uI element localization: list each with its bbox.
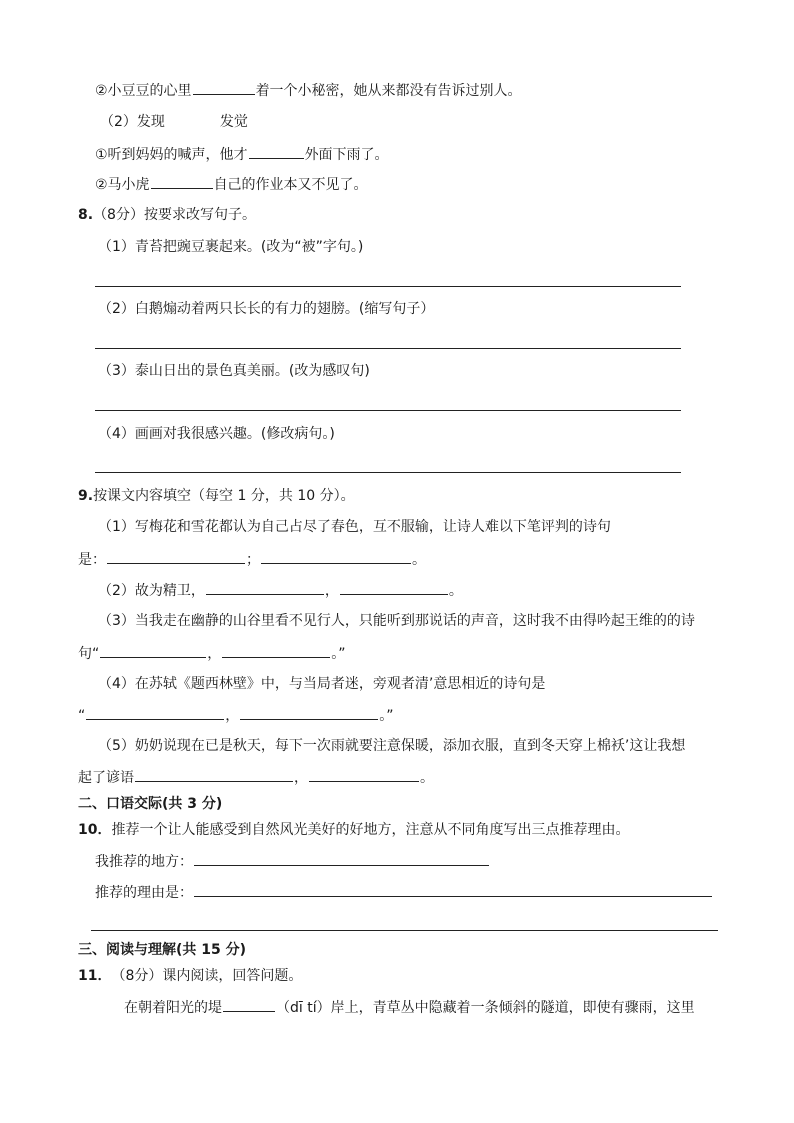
answer-blank[interactable] xyxy=(194,882,712,897)
question-9-3 xyxy=(98,611,695,631)
question-text: （4）在苏轼《题西林壁》中，与当局者迷，旁观者清’意思相近的诗句是 xyxy=(98,676,546,692)
punctuation: “ xyxy=(78,708,86,724)
punctuation: 。 xyxy=(448,583,463,599)
field-label: 推荐的理由是： xyxy=(95,885,193,901)
answer-blank[interactable] xyxy=(194,851,489,866)
question-text: （2）白鹅煽动着两只长长的有力的翅膀。(缩写句子） xyxy=(98,301,435,317)
question-text: （3）泰山日出的景色真美丽。(改为感叹句) xyxy=(98,363,370,379)
question-text: （1）青苔把豌豆裹起来。(改为“被”字句。) xyxy=(98,239,364,255)
punctuation: 。 xyxy=(420,770,434,786)
question-text: （8分）按要求改写句子。 xyxy=(93,207,256,223)
question-text: （8分）课内阅读，回答问题。 xyxy=(111,968,303,984)
section-heading xyxy=(78,940,246,960)
question-text: （3）当我走在幽静的山谷里看不见行人，只能听到那说话的声音，这时我不由得吟起王维的的诗 xyxy=(98,613,695,629)
answer-line[interactable] xyxy=(95,348,681,349)
question-9-1-answer xyxy=(78,549,426,570)
punctuation: 。” xyxy=(379,708,394,724)
question-8-2 xyxy=(98,299,434,319)
answer-blank[interactable] xyxy=(222,643,330,658)
question-text: 自己的作业本又不见了。 xyxy=(213,177,368,193)
answer-blank[interactable] xyxy=(309,767,419,782)
question-9-1 xyxy=(98,517,611,537)
question-8-4 xyxy=(98,424,335,444)
punctuation: ， xyxy=(207,646,222,662)
punctuation: 。 xyxy=(412,552,426,568)
question-9-3-answer xyxy=(78,643,346,664)
punctuation: ； xyxy=(246,552,260,568)
answer-blank[interactable] xyxy=(223,997,275,1012)
answer-blank[interactable] xyxy=(261,549,411,564)
question-text: （1）写梅花和雪花都认为自己占尽了春色，互不服输，让诗人难以下笔评判的诗句 xyxy=(98,519,611,535)
answer-blank[interactable] xyxy=(249,144,304,159)
question-line xyxy=(95,80,522,101)
answer-line[interactable] xyxy=(95,286,681,287)
answer-blank[interactable] xyxy=(151,174,213,189)
answer-blank[interactable] xyxy=(135,767,293,782)
answer-line[interactable] xyxy=(91,930,718,931)
question-8-1 xyxy=(98,237,363,257)
punctuation: 。” xyxy=(331,646,346,662)
question-text: 是： xyxy=(78,552,106,568)
question-9-2 xyxy=(98,580,463,601)
passage-text: （dī tí）岸上，青草丛中隐藏着一条倾斜的隧道，即使有骤雨，这里 xyxy=(276,1000,695,1016)
question-9-5 xyxy=(98,736,685,756)
question-line xyxy=(95,174,368,195)
question-text: 句“ xyxy=(78,646,100,662)
question-9-heading xyxy=(78,486,355,506)
section-title: 二、口语交际(共 3 分) xyxy=(78,796,223,812)
reading-passage-line xyxy=(124,997,695,1018)
question-9-5-answer xyxy=(78,767,434,788)
question-10-reason xyxy=(95,882,713,903)
passage-text: 在朝着阳光的堤 xyxy=(124,1000,222,1016)
question-11-heading xyxy=(78,966,302,986)
punctuation: ， xyxy=(225,708,240,724)
answer-line[interactable] xyxy=(95,472,681,473)
question-9-4 xyxy=(98,674,545,694)
question-text: ②小豆豆的心里 xyxy=(95,83,192,99)
punctuation: ， xyxy=(294,770,308,786)
word-option: 发觉 xyxy=(219,114,248,130)
answer-blank[interactable] xyxy=(240,705,378,720)
answer-blank[interactable] xyxy=(340,580,448,595)
punctuation: ， xyxy=(324,583,339,599)
word-choice-line xyxy=(100,112,248,132)
question-text: 按课文内容填空（每空 1 分，共 10 分）。 xyxy=(93,488,355,504)
question-text: 着一个小秘密，她从来都没有告诉过别人。 xyxy=(255,83,522,99)
question-text: ②马小虎 xyxy=(95,177,150,193)
question-8-3 xyxy=(98,361,370,381)
question-8-heading xyxy=(78,205,256,225)
answer-blank[interactable] xyxy=(107,549,245,564)
question-10-place xyxy=(95,851,490,872)
question-9-4-answer xyxy=(78,705,394,726)
answer-blank[interactable] xyxy=(193,80,255,95)
question-number: 11． xyxy=(78,968,112,984)
question-text: （2）故为精卫， xyxy=(98,583,205,599)
question-number: 8. xyxy=(78,207,94,223)
answer-blank[interactable] xyxy=(100,643,206,658)
question-number: 10． xyxy=(78,822,112,838)
question-text: ①听到妈妈的喊声，他才 xyxy=(95,147,248,163)
question-number: 9. xyxy=(78,488,94,504)
question-line xyxy=(95,144,389,165)
answer-blank[interactable] xyxy=(86,705,224,720)
question-text: 外面下雨了。 xyxy=(304,147,389,163)
question-text: 推荐一个让人能感受到自然风光美好的好地方，注意从不同角度写出三点推荐理由。 xyxy=(111,822,630,838)
word-option: （2）发现 xyxy=(100,114,165,130)
section-title: 三、阅读与理解(共 15 分) xyxy=(78,942,247,958)
answer-blank[interactable] xyxy=(206,580,324,595)
question-10-heading xyxy=(78,820,629,840)
answer-line[interactable] xyxy=(95,410,681,411)
section-heading xyxy=(78,794,222,814)
question-text: 起了谚语 xyxy=(78,770,134,786)
field-label: 我推荐的地方： xyxy=(95,854,193,870)
question-text: （4）画画对我很感兴趣。(修改病句。) xyxy=(98,426,335,442)
question-text: （5）奶奶说现在已是秋天，每下一次雨就要注意保暖，添加衣服，直到冬天穿上棉袄’这让我想 xyxy=(98,738,686,754)
